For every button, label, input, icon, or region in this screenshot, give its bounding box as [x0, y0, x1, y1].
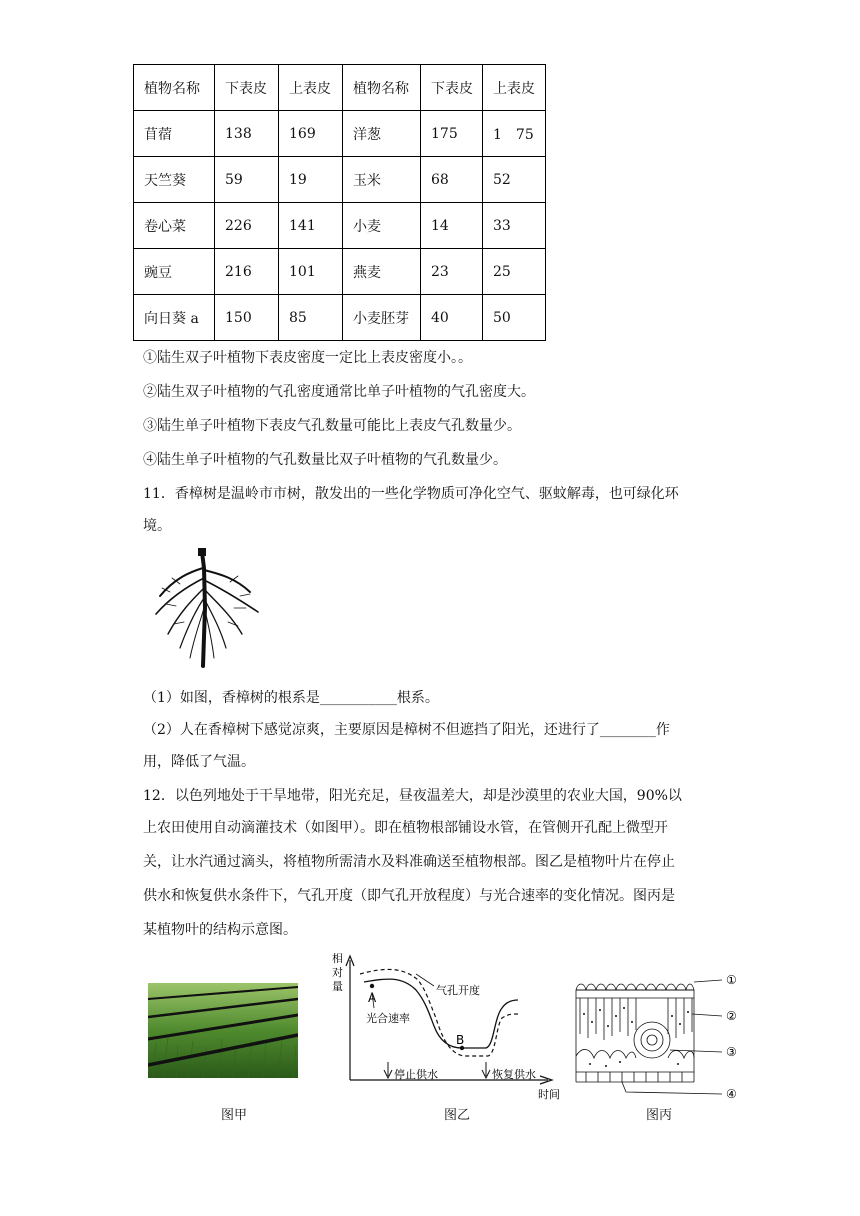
q12-line-1: 12．以色列地处于干旱地带，阳光充足，昼夜温差大，却是沙漠里的农业大国，90%以	[143, 788, 682, 804]
table-cell: 138	[215, 111, 279, 157]
header-cell: 植物名称	[343, 65, 421, 111]
curve-label-leader	[416, 974, 434, 986]
table-row	[134, 157, 546, 203]
q11-intro-cont: 境。	[143, 518, 171, 534]
ylabel-char: 相	[332, 952, 343, 965]
header-cell: 下表皮	[215, 65, 279, 111]
table-cell: 燕麦	[343, 249, 421, 295]
table-cell: 226	[215, 203, 279, 249]
table-cell: 50	[483, 295, 546, 341]
header-cell: 上表皮	[483, 65, 546, 111]
statement-1: ①陆生双子叶植物下表皮密度一定比上表皮密度小。。	[143, 350, 472, 366]
table-cell: 天竺葵	[134, 157, 215, 203]
q11-sub2-cont: 用，降低了气温。	[143, 754, 255, 770]
q11-intro: 11．香樟树是温岭市市树，散发出的一些化学物质可净化空气、驱蚊解毒，也可绿化环	[143, 486, 679, 502]
leaf-label-3: ③	[726, 1045, 737, 1059]
table-cell: 52	[483, 157, 546, 203]
leaf-structure-diagram	[570, 970, 750, 1100]
figure-bing-caption: 图丙	[646, 1108, 673, 1123]
table-cell: 59	[215, 157, 279, 203]
q12-line-3: 关，让水汽通过滴头，将植物所需清水及料准确送至植物根部。图乙是植物叶片在停止	[143, 854, 675, 870]
header-cell: 下表皮	[421, 65, 483, 111]
point-a-marker	[370, 984, 374, 988]
table-cell: 向日葵 a	[134, 295, 215, 341]
table-cell: 1 75	[483, 111, 546, 157]
table-row	[134, 295, 546, 341]
q12-line-4: 供水和恢复供水条件下，气孔开度（即气孔开放程度）与光合速率的变化情况。图丙是	[143, 888, 675, 904]
point-b-label: B	[456, 1033, 465, 1047]
resume-water-label: 恢复供水	[492, 1068, 536, 1081]
q11-sub2: （2）人在香樟树下感觉凉爽，主要原因是樟树不但遮挡了阳光，还进行了________作	[143, 722, 670, 738]
table-cell: 19	[279, 157, 343, 203]
statement-3: ③陆生单子叶植物下表皮气孔数量可能比上表皮气孔数量少。	[143, 418, 521, 434]
table-cell: 23	[421, 249, 483, 295]
drip-irrigation-photo	[148, 983, 298, 1078]
leaf-label-2: ②	[726, 1009, 737, 1023]
q12-line-5: 某植物叶的结构示意图。	[143, 922, 297, 938]
table-cell: 豌豆	[134, 249, 215, 295]
table-cell: 169	[279, 111, 343, 157]
statement-2: ②陆生双子叶植物的气孔密度通常比单子叶植物的气孔密度大。	[143, 384, 535, 400]
table-cell: 14	[421, 203, 483, 249]
stop-water-arrow	[384, 1062, 392, 1078]
figure-yi-caption: 图乙	[444, 1108, 471, 1123]
ylabel-char: 量	[332, 980, 343, 993]
table-header-row	[134, 65, 546, 111]
header-cell: 上表皮	[279, 65, 343, 111]
table-row	[134, 249, 546, 295]
q12-line-2: 上农田使用自动滴灌技术（如图甲）。即在植物根部铺设水管，在管侧开孔配上微型开	[143, 820, 668, 836]
table-cell: 小麦胚芽	[343, 295, 421, 341]
leaf-label-1: ①	[726, 973, 737, 987]
table-cell: 苜蓿	[134, 111, 215, 157]
figure-jia-caption: 图甲	[221, 1108, 248, 1123]
table-cell: 85	[279, 295, 343, 341]
table-cell: 小麦	[343, 203, 421, 249]
table-cell: 卷心菜	[134, 203, 215, 249]
header-cell: 植物名称	[134, 65, 215, 111]
xlabel: 时间	[538, 1088, 560, 1100]
table-cell: 101	[279, 249, 343, 295]
table-cell: 洋葱	[343, 111, 421, 157]
table-cell: 150	[215, 295, 279, 341]
curve2-label: 光合速率	[366, 1012, 410, 1025]
table-cell: 68	[421, 157, 483, 203]
taproot-system-figure	[150, 548, 270, 670]
table-cell: 40	[421, 295, 483, 341]
table-cell: 141	[279, 203, 343, 249]
stomata-photosynthesis-diagram	[326, 950, 566, 1100]
table-cell: 175	[421, 111, 483, 157]
ylabel-char: 对	[332, 966, 343, 979]
statement-4: ④陆生单子叶植物的气孔数量比双子叶植物的气孔数量少。	[143, 452, 507, 468]
stomata-table	[133, 64, 546, 341]
leaf-label-4: ④	[726, 1087, 737, 1100]
table-cell: 216	[215, 249, 279, 295]
table-row	[134, 111, 546, 157]
resume-water-arrow	[482, 1062, 490, 1078]
curve1-label: 气孔开度	[436, 984, 480, 997]
point-a-label: A	[368, 991, 377, 1005]
table-cell: 玉米	[343, 157, 421, 203]
table-cell: 33	[483, 203, 546, 249]
stop-water-label: 停止供水	[394, 1068, 438, 1081]
table-cell: 25	[483, 249, 546, 295]
q11-sub1: （1）如图，香樟树的根系是___________根系。	[143, 690, 439, 706]
table-row	[134, 203, 546, 249]
